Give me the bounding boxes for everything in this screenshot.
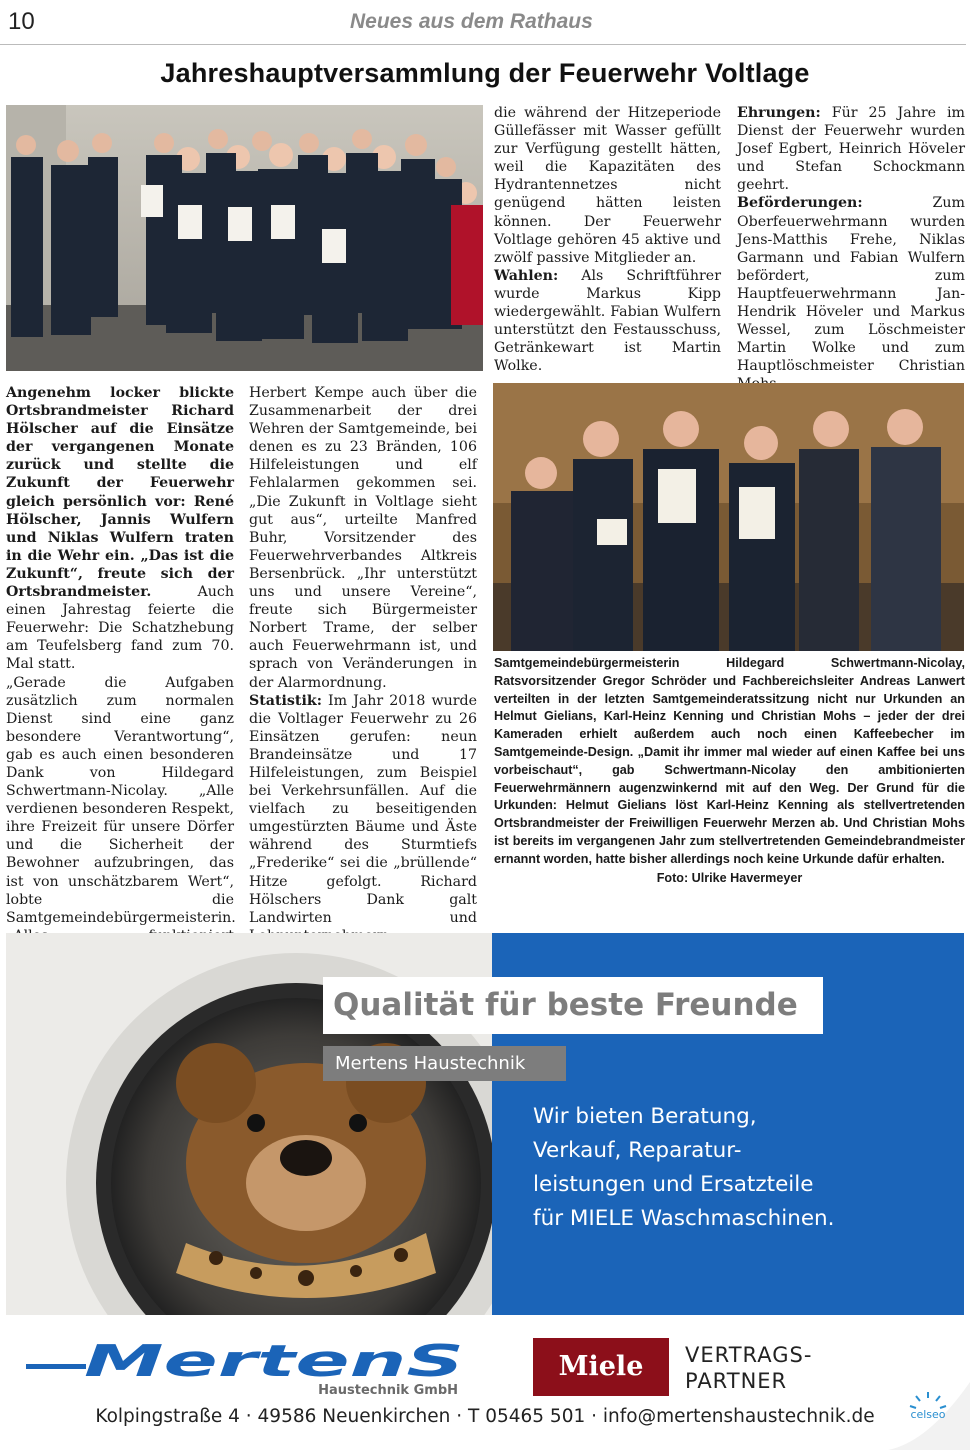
celseo-text: celseo xyxy=(910,1408,946,1421)
article-col-mid-top xyxy=(494,104,721,375)
paragraph-text: Zum Oberfeuerwehrmann wurden Jens-Matthis Frehe, Niklas Garmann und Fabian Wulfern befördert, zum Hauptfeuerwehrmann Jan-Hendrik Höveler und Markus Wessel, zum Löschmeister Martin Wolke und zum Hauptlöschmeister Christian xyxy=(737,195,965,375)
article-col-2 xyxy=(249,384,477,945)
ad-line: leistungen und Ersatzteile xyxy=(533,1172,814,1197)
paragraph xyxy=(737,194,965,393)
paragraph-text: Auch einen Jahrestag feierte die Feuerwehr: Die Schatzhebung am Teufelsberg fand zum 70. Mal statt. xyxy=(6,584,234,673)
ad-headline: Qualität für beste Freunde xyxy=(323,977,823,1034)
lead-text: Angenehm locker blickte Ortsbrandmeister Richard Hölscher auf die Einsätze der vergangenen Monate zurück und stellte die Zukunft der Feuerwehr gleich persönlich vor: René Hölscher, Jannis Wulfern und Niklas Wulfern traten in die Wehr ein. „Das ist die Zukunft“, freute sich der Ortsbrandmeister. xyxy=(6,385,234,601)
ad-line: für MIELE Waschmaschinen. xyxy=(533,1206,835,1231)
page-number: 10 xyxy=(8,8,35,35)
subhead-befoerderungen: Beförderungen: xyxy=(737,195,863,212)
paragraph xyxy=(6,384,234,674)
caption-credit: Foto: Ulrike Havermeyer xyxy=(656,870,803,885)
subhead-wahlen: Wahlen: xyxy=(494,267,559,284)
paragraph: Herbert Kempe auch über die Zusammenarbeit der drei Wehren der Samtgemeinde, bei denen es zu 23 Bränden, 106 Hilfeleistungen und elf Fehlalarmen gekommen sei. „Die Zukunft in Voltlage sieht gut aus“, urteilte Manfred Buhr, Vorsitzender des Feuerwehrverbandes Altkreis Bersenbrück. „Ihr unterstützt uns und unsere Vereine“, freute sich Bürgermeister Norbert Trame, der selber auch Feuerwehrmann ist, und sprach von Veränderungen in der Alarmordnung. xyxy=(249,385,477,691)
miele-logo: Miele xyxy=(533,1338,669,1396)
subhead-statistik: Statistik: xyxy=(249,692,322,709)
ad-text xyxy=(533,1100,835,1236)
ad-contact: Kolpingstraße 4 · 49586 Neuenkirchen · T 05465 501 · info@mertenshaustechnik.de xyxy=(95,1406,875,1427)
paragraph xyxy=(494,104,721,267)
paragraph-text: die während der Hitzeperiode Güllefässer mit Wasser gefüllt zur Verfügung gestellt hätten, weil die Kapazitäten des Hydrantennetzes nicht genügend hätten leisten können. Der Feuerwehr Voltlage gehören 45 aktive und zwölf passive Mitglieder an. xyxy=(494,105,721,266)
ad-line: Wir bieten Beratung, xyxy=(533,1104,757,1129)
subhead-ehrungen: Ehrungen: xyxy=(737,105,821,121)
article-col-1 xyxy=(6,384,234,981)
mertens-logo xyxy=(26,1336,466,1398)
section-title: Neues aus dem Rathaus xyxy=(350,10,593,33)
celseo-badge xyxy=(888,1382,970,1450)
photo-caption xyxy=(494,655,965,887)
paragraph xyxy=(249,692,477,945)
paragraph: „Gerade die Aufgaben zusätzlich zum normalen Dienst sind eine ganz besondere Verantwortung“, gab es auch einen besonderen Dank von Hildegard Schwertmann-Nicolay. „Alle verdienen besonderen Respekt, ihre Freizeit für unsere Dörfer und die Sicherheit der Bewohner aufzubringen, das ist von unschätzbarem Wert“, lobte die Samtgemeindebürgermeisterin. xyxy=(6,674,236,926)
ad-line: Verkauf, Reparatur- xyxy=(533,1138,742,1163)
article-col-right-top xyxy=(737,104,965,412)
mertens-logo-text: MertenS xyxy=(84,1336,464,1387)
mertens-logo-sub: Haustechnik GmbH xyxy=(318,1383,458,1398)
paragraph-text: Für 25 Jahre im Dienst der Feuerwehr wurden Josef Egbert, Heinrich Höveler und Stefan Schockmann geehrt. xyxy=(737,105,965,194)
caption-text: Samtgemeindebürgermeisterin Hildegard Schwertmann-Nicolay, Ratsvorsitzender Gregor Schröder und Fachbereichsleiter Andreas Lanwert verteilten in der letzten Samtgemeinderatssitzung nicht nur Urkunden an Helmut Gielians, Karl-Heinz Kenning und Christian Mohs – jeder der drei Kameraden erhielt außerdem auch noch einen Kaffeebecher im Samtgemeinde-Design. „Damit ihr immer mal wieder auf einen Kaffee bei uns vorbeischaut“, gab Schwertmann-Nicolay den ambitionierten Feuerwehrmännern augenzwinkernd mit auf den Weg. Der Grund für die Urkunden: Helmut Gielians löst Karl-Heinz Kenning als stellvertretenden Ortsbrandmeister der Freiwilligen Feuerwehr Merzen ab. Und Christian Mohs ist bereits im vergangenen Jahr zum stellvertretenden Gemeindebrandmeister ernannt worden, hatte bisher allerdings noch keine Urkunde dafür erhalten. xyxy=(494,656,965,866)
ad-company-tag: Mertens Haustechnik xyxy=(323,1046,566,1081)
paragraph xyxy=(737,104,965,194)
paragraph xyxy=(494,267,721,376)
partner-line: VERTRAGS- xyxy=(685,1343,813,1367)
photo-award-ceremony xyxy=(493,383,964,651)
paragraph-text: Im Jahr 2018 wurde die Voltlager Feuerwehr zu 26 Einsätzen gerufen: neun Brandeinsätze und 17 Hilfeleistungen, zum Beispiel bei Verkehrsunfällen. Auf die vielfach zu beseitigenden umgestürzten Bäume und Äste während des Sturmtiefs „Frederike“ sei die „brüllende“ Hitze gefolgt. Richard Hölschers Dank galt Landwirten und xyxy=(249,692,477,926)
vertragspartner xyxy=(685,1342,812,1394)
photo-group-firefighters xyxy=(6,105,483,371)
article-headline: Jahreshauptversammlung der Feuerwehr Voltlage xyxy=(160,58,810,88)
partner-line: PARTNER xyxy=(685,1369,788,1393)
paragraph-text: Als Schriftführer wurde Markus Kipp wiedergewählt. Fabian Wulfern unterstützt den Festausschuss, Getränkewart ist Martin Wolke. xyxy=(494,267,721,375)
header-rule xyxy=(0,44,966,45)
